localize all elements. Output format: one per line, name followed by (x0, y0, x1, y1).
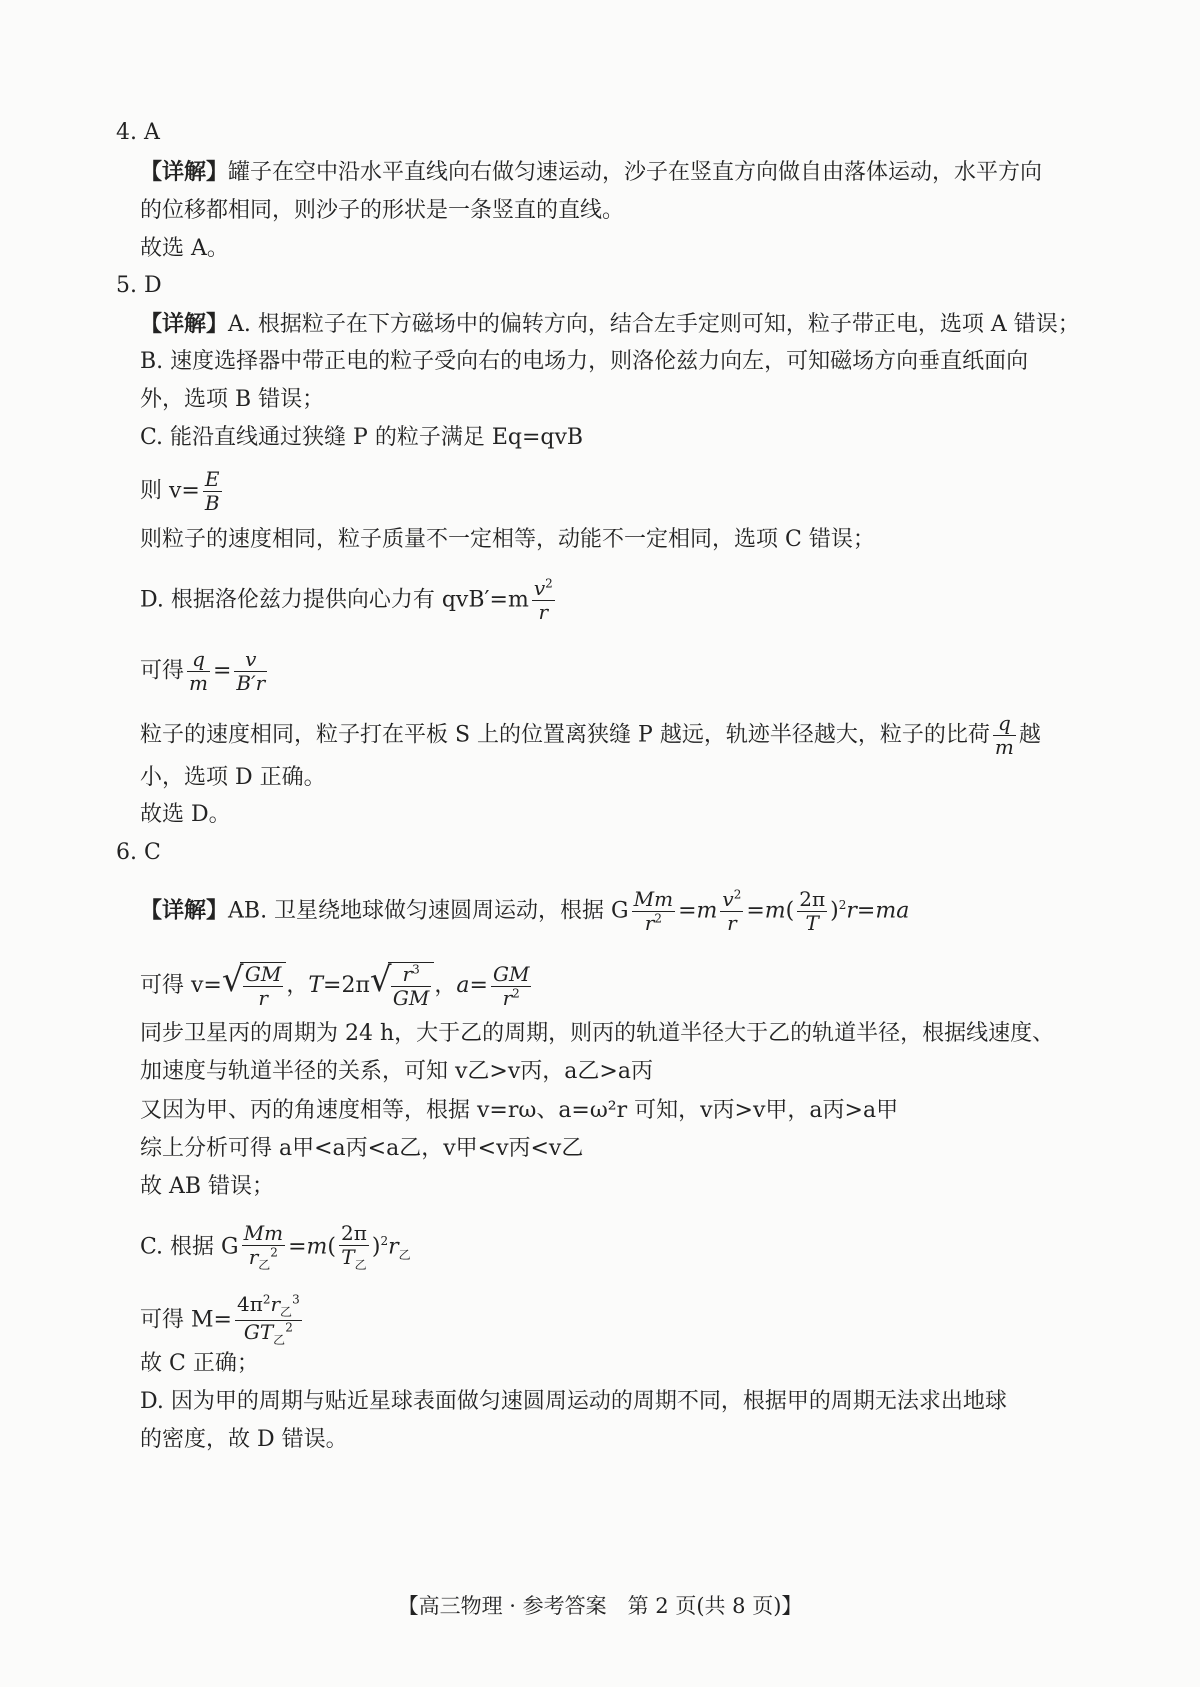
q6-formula-gravity: 【详解】AB. 卫星绕地球做匀速圆周运动，根据 G $\frac{Mm}{r^2}$ =m $\frac{v^2}{r}$ =m( $\frac{2\pi}{T}$ )$^2$r=ma (140, 887, 910, 935)
q6-answer: 6. C (116, 840, 161, 865)
fraction-v-over-br: $\frac{v}{B'r}$ (236, 647, 266, 695)
q4-answer: 4. A (116, 120, 160, 145)
fraction-e-over-b: $\frac{E}{B}$ (204, 467, 220, 515)
q5-line-3: 外，选项 B 错误； (140, 387, 325, 412)
detail-tag: 【详解】 (140, 159, 229, 185)
q5-line-11: 故选 D。 (140, 802, 231, 827)
q6-line-12: 的密度，故 D 错误。 (140, 1427, 348, 1452)
q5-answer: 5. D (116, 273, 162, 298)
q5-line-1: 【详解】A. 根据粒子在下方磁场中的偏转方向，结合左手定则可知，粒子带正电，选项 A 错误； (140, 311, 1080, 337)
q6-formula-m: 可得 M= $\frac{4\pi^2r_乙^3}{GT_乙^2}$ (140, 1292, 300, 1347)
q6-line-7: 故 AB 错误； (140, 1174, 275, 1199)
q6-line-6: 综上分析可得 a甲<a丙<a乙，v甲<v丙<v乙 (140, 1136, 584, 1161)
fraction-q-over-m: $\frac{q}{m}$ (189, 647, 208, 695)
q5-formula-qm: 可得 $\frac{q}{m}$ = $\frac{v}{B'r}$ (140, 647, 266, 695)
q4-line-3: 故选 A。 (140, 236, 229, 261)
q5-line-9: 粒子的速度相同，粒子打在平板 S 上的位置离狭缝 P 越远，轨迹半径越大，粒子的比荷 $\frac{q}{m}$ 越 (140, 711, 1041, 759)
page-footer: 【高三物理 · 参考答案 第 2 页(共 8 页)】 (397, 1594, 803, 1618)
q4-line-2: 的位移都相同，则沙子的形状是一条竖直的直线。 (140, 198, 625, 223)
q5-line-6: 则粒子的速度相同，粒子质量不一定相等，动能不一定相同，选项 C 错误； (140, 527, 875, 552)
q6-line-11: D. 因为甲的周期与贴近星球表面做匀速圆周运动的周期不同，根据甲的周期无法求出地球 (140, 1389, 1007, 1414)
q5-line-10: 小，选项 D 正确。 (140, 765, 326, 790)
q4-line-1: 【详解】罐子在空中沿水平直线向右做匀速运动，沙子在竖直方向做自由落体运动，水平方向 (140, 159, 1043, 185)
q6-formula-c: C. 根据 G $\frac{Mm}{r_乙^2}$ =m( $\frac{2\pi}{T_乙}$ )$^2r_乙$ (140, 1221, 411, 1272)
detail-tag: 【详解】 (140, 311, 229, 337)
q6-formula-results: 可得 v= √ $\frac{GM}{r}$ ，T=2π √ $\frac{r^3}{GM}$ ，a= $\frac{GM}{r^2}$ (140, 960, 530, 1010)
q6-line-3: 同步卫星丙的周期为 24 h，大于乙的周期，则丙的轨道半径大于乙的轨道半径，根据线速度、 (140, 1021, 1055, 1046)
fraction-q-over-m: $\frac{q}{m}$ (994, 711, 1014, 759)
q5-formula-v: 则 v= $\frac{E}{B}$ (140, 467, 220, 515)
q6-line-5: 又因为甲、丙的角速度相等，根据 v=rω、a=ω²r 可知，v丙>v甲，a丙>a甲 (140, 1098, 899, 1123)
fraction-v2-over-r: $\frac{v^2}{r}$ (533, 576, 553, 624)
q5-formula-lorentz: D. 根据洛伦兹力提供向心力有 qvB′=m $\frac{v^2}{r}$ (140, 576, 553, 624)
detail-tag: 【详解】 (140, 897, 229, 924)
q6-line-4: 加速度与轨道半径的关系，可知 v乙>v丙，a乙>a丙 (140, 1059, 653, 1084)
q6-line-10: 故 C 正确； (140, 1351, 259, 1376)
q5-line-2: B. 速度选择器中带正电的粒子受向右的电场力，则洛伦兹力向左，可知磁场方向垂直纸面向 (140, 349, 1029, 374)
q5-line-4: C. 能沿直线通过狭缝 P 的粒子满足 Eq=qvB (140, 425, 584, 450)
